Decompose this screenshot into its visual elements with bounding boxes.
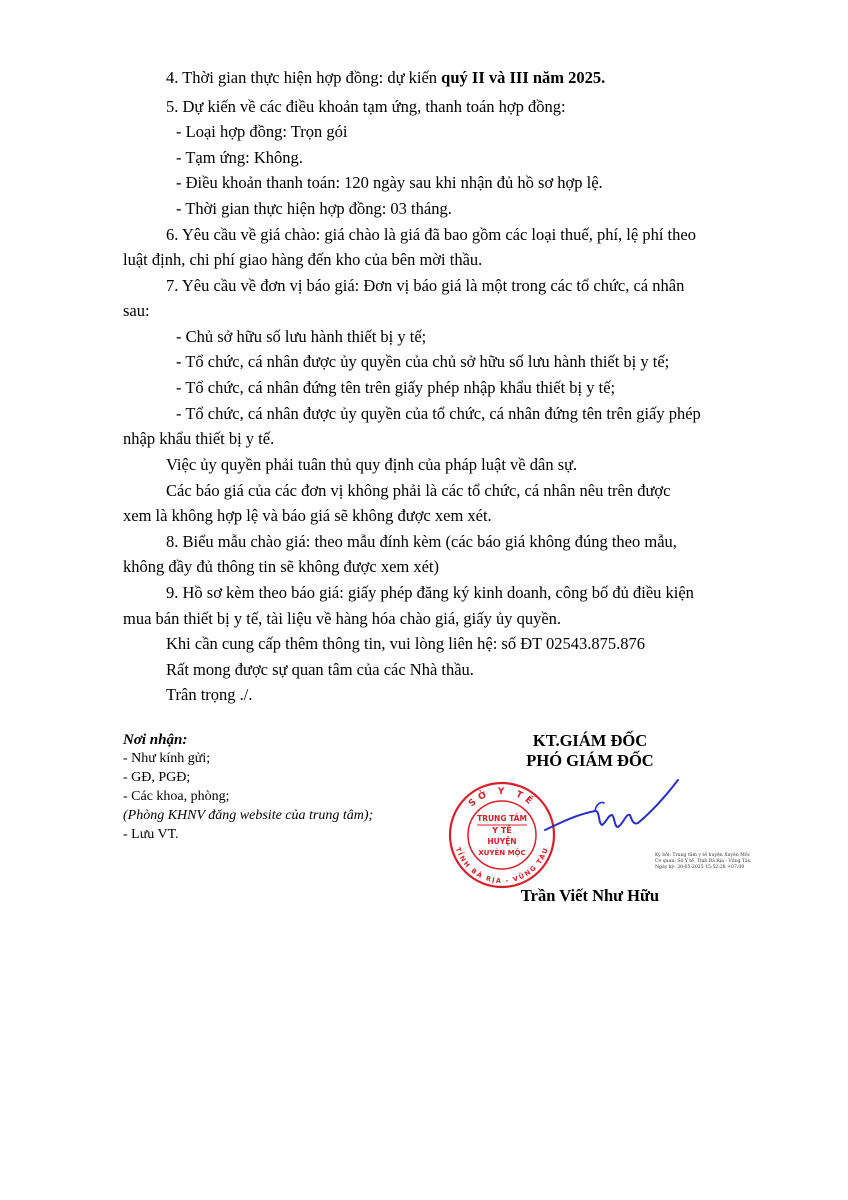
item-8-line2: không đầy đủ thông tin sẽ không được xem xét) (123, 557, 439, 576)
item-5-duration: - Thời gian thực hiện hợp đồng: 03 tháng. (176, 199, 452, 218)
sign-info-line: Cơ quan: Sở Y tế, Tỉnh Bà Rịa - Vũng Tàu (655, 859, 751, 864)
item-7-d-line2: nhập khẩu thiết bị y tế. (123, 429, 275, 448)
stamp-inner-ring (468, 801, 536, 869)
item-8-line1: 8. Biểu mẫu chào giá: theo mẫu đính kèm (các báo giá không đúng theo mẫu, (166, 532, 677, 551)
stamp-center-line3: HUYỆN (487, 837, 517, 846)
item-5: 5. Dự kiến về các điều khoản tạm ứng, thanh toán hợp đồng: (166, 97, 566, 116)
sign-info-line: Ký bởi: Trung tâm y tế huyện Xuyên Mộc (655, 853, 751, 858)
stamp-center-line4: XUYÊN MỘC (478, 849, 526, 857)
handwritten-signature (540, 775, 680, 840)
signature-title-2: PHÓ GIÁM ĐỐC (526, 751, 654, 770)
recipient-item: (Phòng KHNV đăng website của trung tâm); (123, 808, 374, 823)
item-6-line2: luật định, chi phí giao hàng đến kho của bên mời thầu. (123, 250, 483, 269)
stamp-center-line1: TRUNG TÂM (477, 814, 527, 823)
contact-info: Khi cần cung cấp thêm thông tin, vui lòng liên hệ: số ĐT 02543.875.876 (166, 634, 646, 653)
item-9-line2: mua bán thiết bị y tế, tài liệu về hàng hóa chào giá, giấy ủy quyền. (123, 609, 562, 628)
regards-line: Trân trọng ./. (166, 685, 253, 704)
recipient-item: - Các khoa, phòng; (123, 789, 230, 804)
item-4 (166, 68, 605, 88)
item-7-a: - Chủ sở hữu số lưu hành thiết bị y tế; (176, 327, 427, 346)
item-4-text: 4. Thời gian thực hiện hợp đồng: dự kiến (166, 68, 442, 87)
signature-title-1: KT.GIÁM ĐỐC (532, 731, 648, 750)
item-5-contract-type: - Loại hợp đồng: Trọn gói (176, 122, 348, 141)
recipient-item: - Như kính gửi; (123, 751, 211, 766)
stamp-ring-bottom-text: TỈNH BÀ RỊA - VŨNG TÀU (453, 846, 551, 886)
item-4-bold: quý II và III năm 2025. (441, 68, 606, 87)
signer-name: Trần Viết Như Hữu (520, 886, 660, 905)
item-5-advance: - Tạm ứng: Không. (176, 148, 303, 167)
thanks-line: Rất mong được sự quan tâm của các Nhà thầu. (166, 660, 474, 679)
item-9-line1: 9. Hồ sơ kèm theo báo giá: giấy phép đăng ký kinh doanh, công bố đủ điều kiện (166, 583, 694, 602)
recipient-item: - GĐ, PGĐ; (123, 770, 191, 785)
recipients-title: Nơi nhận: (123, 732, 188, 748)
item-5-payment-terms: - Điều khoản thanh toán: 120 ngày sau khi nhận đủ hồ sơ hợp lệ. (176, 173, 603, 192)
item-7-d-line1: - Tổ chức, cá nhân được ủy quyền của tổ chức, cá nhân đứng tên trên giấy phép (176, 404, 701, 423)
stamp-center-line2: Y TẾ (492, 826, 512, 835)
invalid-quotes-line1: Các báo giá của các đơn vị không phải là các tổ chức, cá nhân nêu trên được (166, 481, 671, 500)
stamp-outer-ring (450, 783, 554, 887)
item-7-c: - Tổ chức, cá nhân đứng tên trên giấy phép nhập khẩu thiết bị y tế; (176, 378, 616, 397)
item-6-line1: 6. Yêu cầu về giá chào: giá chào là giá đã bao gồm các loại thuế, phí, lệ phí theo (166, 225, 696, 244)
invalid-quotes-line2: xem là không hợp lệ và báo giá sẽ không được xem xét. (123, 506, 492, 525)
item-7-b: - Tổ chức, cá nhân được ủy quyền của chủ sở hữu số lưu hành thiết bị y tế; (176, 352, 670, 371)
item-7-line2: sau: (123, 301, 150, 320)
authorization-note: Việc ủy quyền phải tuân thủ quy định của pháp luật về dân sự. (166, 455, 578, 474)
stamp-ring-top-text: SỞ Y TẾ (467, 786, 537, 810)
recipient-item: - Lưu VT. (123, 827, 179, 842)
sign-info-line: Ngày ký: 30-05-2025 15:52:28 +07:00 (655, 865, 745, 870)
item-7-line1: 7. Yêu cầu về đơn vị báo giá: Đơn vị báo giá là một trong các tổ chức, cá nhân (166, 276, 685, 295)
